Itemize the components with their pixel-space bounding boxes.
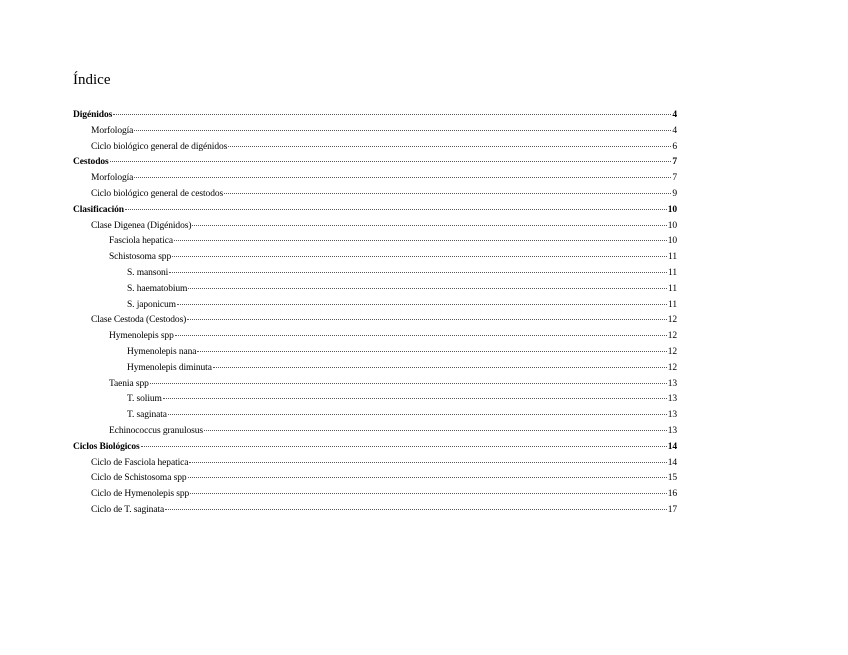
toc-entry-label: T. saginata xyxy=(127,410,167,421)
dot-leader xyxy=(113,114,671,115)
toc-entry-label: S. haematobium xyxy=(127,283,188,294)
toc-entry[interactable] xyxy=(73,313,677,329)
dot-leader xyxy=(169,272,667,273)
dot-leader xyxy=(190,493,667,494)
toc-entry-label: Echinococcus granulosus xyxy=(109,425,203,436)
dot-leader xyxy=(174,240,667,241)
dot-leader xyxy=(134,130,671,131)
toc-entry-label: Morfología xyxy=(91,125,134,136)
toc-entry-label: Clasificación xyxy=(73,204,124,215)
toc-entry-label: Ciclo biológico general de cestodos xyxy=(91,188,224,199)
toc-entry-label: Clase Cestoda (Cestodos) xyxy=(91,315,187,326)
toc-entry-label: T. solium xyxy=(127,394,162,405)
dot-leader xyxy=(189,462,666,463)
toc-entry-page-number: 14 xyxy=(667,457,677,468)
dot-leader xyxy=(134,177,671,178)
toc-entry-page-number: 11 xyxy=(668,299,677,310)
toc-entry-label: Schistosoma spp xyxy=(109,252,172,263)
toc-entry-label: Hymenolepis diminuta xyxy=(127,362,212,373)
toc-entry[interactable] xyxy=(73,250,677,266)
toc-entry-page-number: 16 xyxy=(667,489,677,500)
toc-entry-page-number: 10 xyxy=(667,236,677,247)
toc-entry-label: Morfología xyxy=(91,173,134,184)
toc-entry-label: Ciclo de Hymenolepis spp xyxy=(91,489,190,500)
toc-entry-label: Fasciola hepatica xyxy=(109,236,173,247)
toc-entry-page-number: 4 xyxy=(672,110,677,120)
toc-entry-page-number: 14 xyxy=(667,441,677,452)
toc-entry[interactable] xyxy=(73,155,677,171)
toc-entry-label: Ciclo de Fasciola hepatica xyxy=(91,457,189,468)
toc-entry[interactable] xyxy=(73,108,677,124)
toc-entry-page-number: 12 xyxy=(667,315,677,326)
toc-entry-page-number: 17 xyxy=(667,504,677,515)
dot-leader xyxy=(213,367,667,368)
toc-entry-page-number: 11 xyxy=(668,252,677,263)
dot-leader xyxy=(228,146,671,147)
toc-entry[interactable] xyxy=(73,345,677,361)
toc-entry[interactable] xyxy=(73,219,677,235)
toc-entry-page-number: 13 xyxy=(667,410,677,421)
toc-entry[interactable] xyxy=(73,471,677,487)
dot-leader xyxy=(188,477,667,478)
toc-entry-label: Cestodos xyxy=(73,157,109,168)
toc-entry-page-number: 15 xyxy=(667,473,677,484)
toc-entry[interactable] xyxy=(73,487,677,503)
toc-entry-label: Clase Digenea (Digénidos) xyxy=(91,220,192,231)
toc-entry-page-number: 13 xyxy=(667,378,677,389)
toc-entry-page-number: 11 xyxy=(668,283,677,294)
dot-leader xyxy=(150,383,667,384)
dot-leader xyxy=(175,335,667,336)
toc-entry-page-number: 12 xyxy=(667,331,677,342)
table-of-contents xyxy=(73,108,677,519)
toc-entry[interactable] xyxy=(73,503,677,519)
toc-entry-label: Hymenolepis nana xyxy=(127,346,197,357)
toc-entry-page-number: 6 xyxy=(672,141,677,152)
toc-entry-label: Ciclo de T. saginata xyxy=(91,504,165,515)
toc-entry-page-number: 10 xyxy=(667,204,677,215)
toc-entry[interactable] xyxy=(73,361,677,377)
toc-entry-page-number: 10 xyxy=(667,220,677,231)
toc-entry[interactable] xyxy=(73,377,677,393)
toc-entry[interactable] xyxy=(73,408,677,424)
dot-leader xyxy=(192,225,666,226)
toc-entry[interactable] xyxy=(73,456,677,472)
toc-entry-page-number: 4 xyxy=(672,125,677,136)
toc-entry[interactable] xyxy=(73,392,677,408)
dot-leader xyxy=(187,319,666,320)
dot-leader xyxy=(197,351,666,352)
toc-entry-label: Digénidos xyxy=(73,110,113,120)
toc-entry-label: S. mansoni xyxy=(127,267,169,278)
dot-leader xyxy=(163,398,667,399)
toc-entry[interactable] xyxy=(73,234,677,250)
dot-leader xyxy=(224,193,671,194)
dot-leader xyxy=(165,509,667,510)
toc-title: Índice xyxy=(73,72,111,88)
dot-leader xyxy=(141,446,667,447)
toc-entry[interactable] xyxy=(73,171,677,187)
toc-entry[interactable] xyxy=(73,282,677,298)
toc-entry[interactable] xyxy=(73,440,677,456)
dot-leader xyxy=(168,414,667,415)
toc-entry[interactable] xyxy=(73,140,677,156)
toc-entry-label: Ciclo biológico general de digénidos xyxy=(91,141,228,152)
toc-entry-page-number: 11 xyxy=(668,267,677,278)
toc-entry[interactable] xyxy=(73,298,677,314)
dot-leader xyxy=(177,304,667,305)
toc-entry-page-number: 7 xyxy=(672,157,677,168)
toc-entry-label: Ciclo de Schistosoma spp xyxy=(91,473,187,484)
toc-entry-page-number: 7 xyxy=(672,173,677,184)
toc-entry[interactable] xyxy=(73,187,677,203)
dot-leader xyxy=(204,430,667,431)
dot-leader xyxy=(188,288,667,289)
toc-entry[interactable] xyxy=(73,329,677,345)
toc-entry[interactable] xyxy=(73,203,677,219)
dot-leader xyxy=(110,161,672,162)
toc-entry[interactable] xyxy=(73,266,677,282)
toc-entry-label: Taenia spp xyxy=(109,378,149,389)
toc-entry-page-number: 13 xyxy=(667,425,677,436)
toc-entry[interactable] xyxy=(73,124,677,140)
dot-leader xyxy=(172,256,667,257)
toc-entry[interactable] xyxy=(73,424,677,440)
toc-entry-page-number: 12 xyxy=(667,362,677,373)
dot-leader xyxy=(125,209,667,210)
toc-entry-label: S. japonicum xyxy=(127,299,176,310)
toc-entry-page-number: 9 xyxy=(672,188,677,199)
toc-entry-page-number: 13 xyxy=(667,394,677,405)
toc-entry-label: Hymenolepis spp xyxy=(109,331,174,342)
toc-entry-label: Ciclos Biológicos xyxy=(73,441,140,452)
toc-entry-page-number: 12 xyxy=(667,346,677,357)
